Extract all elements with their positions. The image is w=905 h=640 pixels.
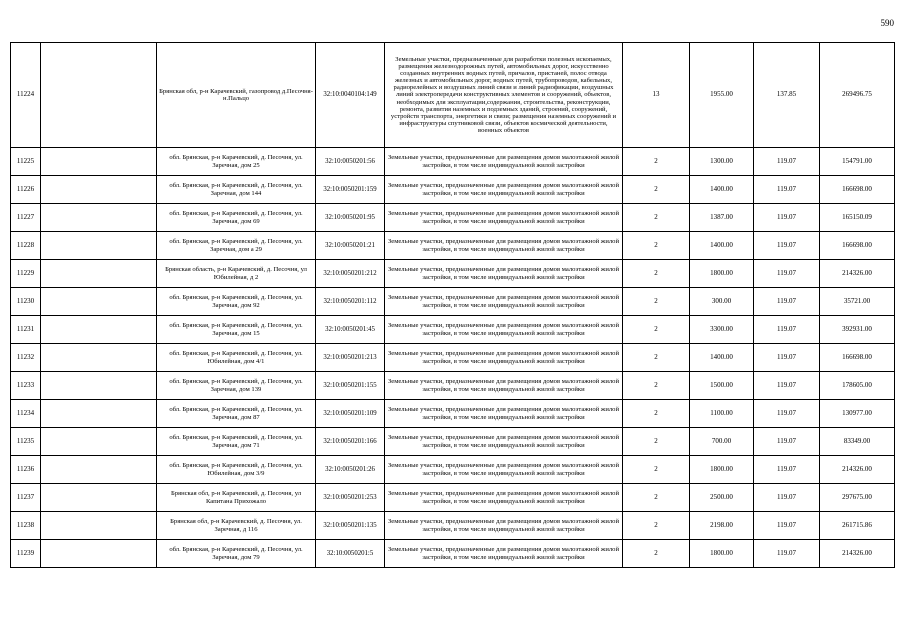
cell-row-number: 11235 — [11, 428, 41, 456]
table-row — [11, 344, 895, 372]
cell-empty — [41, 484, 157, 512]
cell-row-number: 11229 — [11, 260, 41, 288]
cell-row-number: 11238 — [11, 512, 41, 540]
table-row — [11, 260, 895, 288]
cell-cadastral-number: 32:10:0050201:212 — [316, 260, 385, 288]
cell-permitted-use: Земельные участки, предназначенные для размещения домов малоэтажной жилой застройки, в том числе индивидуальной жилой застройки — [385, 148, 623, 176]
cell-row-number: 11226 — [11, 176, 41, 204]
table-row — [11, 484, 895, 512]
cell-permitted-use: Земельные участки, предназначенные для разработки полезных ископаемых, размещения железнодорожных путей, автомобильных дорог, искусственно созданных внутренних водных путей, причалов, пристаней, полос отвода железных и автомобильных дорог, водных путей, трубопроводов, кабельных, радиорелейных и воздушных линий связи и линий радиофикации, воздушных линий электропередачи конструктивных элементов и сооружений, объектов, необходимых для эксплуатации,содержания, строительства, реконструкции, ремонта, развития наземных и подземных зданий, строений, сооружений, устройств транспорта, энергетики и связи; размещения наземных сооружений и инфраструктуры спутниковой связи, объектов космической деятельности, военных объектов — [385, 43, 623, 148]
cell-cadastral-value: 392931.00 — [820, 316, 895, 344]
cell-specific-value: 119.07 — [754, 372, 820, 400]
cell-row-number: 11236 — [11, 456, 41, 484]
cell-empty — [41, 428, 157, 456]
cell-use-group: 2 — [623, 232, 690, 260]
table-row — [11, 372, 895, 400]
cell-permitted-use: Земельные участки, предназначенные для размещения домов малоэтажной жилой застройки, в том числе индивидуальной жилой застройки — [385, 400, 623, 428]
table-row — [11, 43, 895, 148]
cell-cadastral-value: 214326.00 — [820, 456, 895, 484]
table-row — [11, 288, 895, 316]
cell-area: 1500.00 — [690, 372, 754, 400]
cell-area: 300.00 — [690, 288, 754, 316]
cell-cadastral-number: 32:10:0050201:21 — [316, 232, 385, 260]
cell-use-group: 2 — [623, 372, 690, 400]
cell-empty — [41, 400, 157, 428]
cell-area: 1400.00 — [690, 232, 754, 260]
cell-area: 3300.00 — [690, 316, 754, 344]
cell-cadastral-value: 178605.00 — [820, 372, 895, 400]
cell-cadastral-number: 32:10:0050201:95 — [316, 204, 385, 232]
cell-permitted-use: Земельные участки, предназначенные для размещения домов малоэтажной жилой застройки, в том числе индивидуальной жилой застройки — [385, 512, 623, 540]
cell-permitted-use: Земельные участки, предназначенные для размещения домов малоэтажной жилой застройки, в том числе индивидуальной жилой застройки — [385, 540, 623, 568]
table-row — [11, 176, 895, 204]
cell-empty — [41, 540, 157, 568]
cell-cadastral-number: 32:10:0050201:135 — [316, 512, 385, 540]
cell-address: обл. Брянская, р-н Карачевский, д. Песочня, ул. Заречная, дом 87 — [157, 400, 316, 428]
cell-permitted-use: Земельные участки, предназначенные для размещения домов малоэтажной жилой застройки, в том числе индивидуальной жилой застройки — [385, 428, 623, 456]
table-row — [11, 148, 895, 176]
cell-cadastral-value: 166698.00 — [820, 176, 895, 204]
cell-cadastral-value: 83349.00 — [820, 428, 895, 456]
cell-area: 1800.00 — [690, 540, 754, 568]
cell-use-group: 2 — [623, 540, 690, 568]
cell-row-number: 11227 — [11, 204, 41, 232]
cell-cadastral-value: 165150.09 — [820, 204, 895, 232]
cell-empty — [41, 316, 157, 344]
cell-cadastral-number: 32:10:0050201:213 — [316, 344, 385, 372]
cell-address: обл. Брянская, р-н Карачевский, д. Песочня, ул. Заречная, дом 92 — [157, 288, 316, 316]
cell-cadastral-value: 297675.00 — [820, 484, 895, 512]
cell-cadastral-number: 32:10:0050201:109 — [316, 400, 385, 428]
table-row — [11, 316, 895, 344]
cell-use-group: 2 — [623, 176, 690, 204]
cell-row-number: 11231 — [11, 316, 41, 344]
cell-empty — [41, 260, 157, 288]
cell-use-group: 2 — [623, 484, 690, 512]
cell-area: 1800.00 — [690, 260, 754, 288]
cell-address: обл. Брянская, р-н Карачевский, д. Песочня, ул. Юбилейная, дом 3/9 — [157, 456, 316, 484]
cell-area: 1400.00 — [690, 176, 754, 204]
cell-specific-value: 119.07 — [754, 540, 820, 568]
table-row — [11, 456, 895, 484]
cell-use-group: 2 — [623, 344, 690, 372]
cell-empty — [41, 148, 157, 176]
cell-row-number: 11239 — [11, 540, 41, 568]
cell-permitted-use: Земельные участки, предназначенные для размещения домов малоэтажной жилой застройки, в том числе индивидуальной жилой застройки — [385, 176, 623, 204]
cell-empty — [41, 456, 157, 484]
cell-cadastral-value: 130977.00 — [820, 400, 895, 428]
cell-cadastral-number: 32:10:0050201:159 — [316, 176, 385, 204]
cell-empty — [41, 204, 157, 232]
cell-cadastral-value: 214326.00 — [820, 540, 895, 568]
cell-permitted-use: Земельные участки, предназначенные для размещения домов малоэтажной жилой застройки, в том числе индивидуальной жилой застройки — [385, 260, 623, 288]
cell-permitted-use: Земельные участки, предназначенные для размещения домов малоэтажной жилой застройки, в том числе индивидуальной жилой застройки — [385, 204, 623, 232]
cell-use-group: 2 — [623, 260, 690, 288]
cell-row-number: 11225 — [11, 148, 41, 176]
cell-permitted-use: Земельные участки, предназначенные для размещения домов малоэтажной жилой застройки, в том числе индивидуальной жилой застройки — [385, 372, 623, 400]
table-row — [11, 204, 895, 232]
cell-cadastral-value: 154791.00 — [820, 148, 895, 176]
cell-use-group: 2 — [623, 288, 690, 316]
cell-row-number: 11232 — [11, 344, 41, 372]
cell-cadastral-number: 32:10:0050201:5 — [316, 540, 385, 568]
cell-address: обл. Брянская, р-н Карачевский, д. Песочня, ул. Заречная, дом 71 — [157, 428, 316, 456]
cell-empty — [41, 512, 157, 540]
cell-cadastral-value: 35721.00 — [820, 288, 895, 316]
cell-empty — [41, 372, 157, 400]
cell-permitted-use: Земельные участки, предназначенные для размещения домов малоэтажной жилой застройки, в том числе индивидуальной жилой застройки — [385, 316, 623, 344]
cell-use-group: 13 — [623, 43, 690, 148]
page-number: 590 — [880, 18, 894, 28]
table-body — [11, 43, 895, 568]
cell-row-number: 11237 — [11, 484, 41, 512]
cell-row-number: 11228 — [11, 232, 41, 260]
cell-address: Брянская обл, р-н Карачевский, газопровод д.Песочня- н.Пальцо — [157, 43, 316, 148]
cell-use-group: 2 — [623, 204, 690, 232]
cell-empty — [41, 344, 157, 372]
cell-area: 1955.00 — [690, 43, 754, 148]
cell-permitted-use: Земельные участки, предназначенные для размещения домов малоэтажной жилой застройки, в том числе индивидуальной жилой застройки — [385, 344, 623, 372]
cell-area: 2500.00 — [690, 484, 754, 512]
cell-specific-value: 119.07 — [754, 176, 820, 204]
cell-cadastral-number: 32:10:0050201:26 — [316, 456, 385, 484]
cell-empty — [41, 43, 157, 148]
cell-area: 1400.00 — [690, 344, 754, 372]
cell-address: обл. Брянская, р-н Карачевский, д. Песочня, ул. Заречная, дом 79 — [157, 540, 316, 568]
cell-area: 700.00 — [690, 428, 754, 456]
cell-permitted-use: Земельные участки, предназначенные для размещения домов малоэтажной жилой застройки, в том числе индивидуальной жилой застройки — [385, 288, 623, 316]
cell-address: Брянская область, р-н Карачевский, д. Песочня, ул Юбилейная, д 2 — [157, 260, 316, 288]
cell-cadastral-number: 32:10:0050201:155 — [316, 372, 385, 400]
cell-specific-value: 119.07 — [754, 400, 820, 428]
cell-specific-value: 119.07 — [754, 204, 820, 232]
cell-use-group: 2 — [623, 148, 690, 176]
cell-address: обл. Брянская, р-н Карачевский, д. Песочня, ул. Заречная, дом 139 — [157, 372, 316, 400]
cell-cadastral-number: 32:10:0050201:166 — [316, 428, 385, 456]
table-row — [11, 232, 895, 260]
cell-row-number: 11230 — [11, 288, 41, 316]
cell-address: обл. Брянская, р-н Карачевский, д. Песочня, ул. Заречная, дом 25 — [157, 148, 316, 176]
cell-cadastral-value: 166698.00 — [820, 232, 895, 260]
cell-specific-value: 119.07 — [754, 288, 820, 316]
cell-row-number: 11233 — [11, 372, 41, 400]
cell-cadastral-number: 32:10:0050201:253 — [316, 484, 385, 512]
cell-area: 1387.00 — [690, 204, 754, 232]
cell-specific-value: 119.07 — [754, 232, 820, 260]
cell-row-number: 11234 — [11, 400, 41, 428]
cell-area: 2198.00 — [690, 512, 754, 540]
cell-use-group: 2 — [623, 316, 690, 344]
cell-use-group: 2 — [623, 400, 690, 428]
cell-address: Брянская обл, р-н Карачевский, д. Песочня, ул. Заречная, д 116 — [157, 512, 316, 540]
cell-cadastral-number: 32:10:0050201:45 — [316, 316, 385, 344]
cell-address: обл. Брянская, р-н Карачевский, д. Песочня, ул. Заречная, дом 15 — [157, 316, 316, 344]
cell-use-group: 2 — [623, 512, 690, 540]
cell-cadastral-number: 32:10:0050201:56 — [316, 148, 385, 176]
cell-specific-value: 137.85 — [754, 43, 820, 148]
cell-specific-value: 119.07 — [754, 512, 820, 540]
cell-specific-value: 119.07 — [754, 260, 820, 288]
cell-use-group: 2 — [623, 428, 690, 456]
cell-address: обл. Брянская, р-н Карачевский, д. Песочня, ул. Заречная, дом а 29 — [157, 232, 316, 260]
table-row — [11, 540, 895, 568]
cell-cadastral-value: 214326.00 — [820, 260, 895, 288]
cell-cadastral-value: 166698.00 — [820, 344, 895, 372]
cell-cadastral-value: 261715.86 — [820, 512, 895, 540]
cell-specific-value: 119.07 — [754, 484, 820, 512]
cell-address: обл. Брянская, р-н Карачевский, д. Песочня, ул. Заречная, дом 144 — [157, 176, 316, 204]
cell-address: обл. Брянская, р-н Карачевский, д. Песочня, ул. Юбилейная, дом 4/1 — [157, 344, 316, 372]
cell-area: 1800.00 — [690, 456, 754, 484]
cell-area: 1100.00 — [690, 400, 754, 428]
cell-specific-value: 119.07 — [754, 456, 820, 484]
cell-permitted-use: Земельные участки, предназначенные для размещения домов малоэтажной жилой застройки, в том числе индивидуальной жилой застройки — [385, 484, 623, 512]
cell-empty — [41, 232, 157, 260]
cell-permitted-use: Земельные участки, предназначенные для размещения домов малоэтажной жилой застройки, в том числе индивидуальной жилой застройки — [385, 456, 623, 484]
cell-row-number: 11224 — [11, 43, 41, 148]
cell-area: 1300.00 — [690, 148, 754, 176]
cell-cadastral-number: 32:10:0040104:149 — [316, 43, 385, 148]
cell-empty — [41, 288, 157, 316]
cell-address: Брянская обл, р-н Карачевский, д. Песочня, ул Капитана Прихожало — [157, 484, 316, 512]
cell-specific-value: 119.07 — [754, 148, 820, 176]
table-row — [11, 428, 895, 456]
cell-specific-value: 119.07 — [754, 316, 820, 344]
cell-cadastral-number: 32:10:0050201:112 — [316, 288, 385, 316]
table-row — [11, 512, 895, 540]
land-plots-table — [10, 42, 895, 568]
cell-cadastral-value: 269496.75 — [820, 43, 895, 148]
cell-empty — [41, 176, 157, 204]
cell-use-group: 2 — [623, 456, 690, 484]
cell-specific-value: 119.07 — [754, 428, 820, 456]
cell-specific-value: 119.07 — [754, 344, 820, 372]
table-row — [11, 400, 895, 428]
cell-permitted-use: Земельные участки, предназначенные для размещения домов малоэтажной жилой застройки, в том числе индивидуальной жилой застройки — [385, 232, 623, 260]
cell-address: обл. Брянская, р-н Карачевский, д. Песочня, ул. Заречная, дом 69 — [157, 204, 316, 232]
